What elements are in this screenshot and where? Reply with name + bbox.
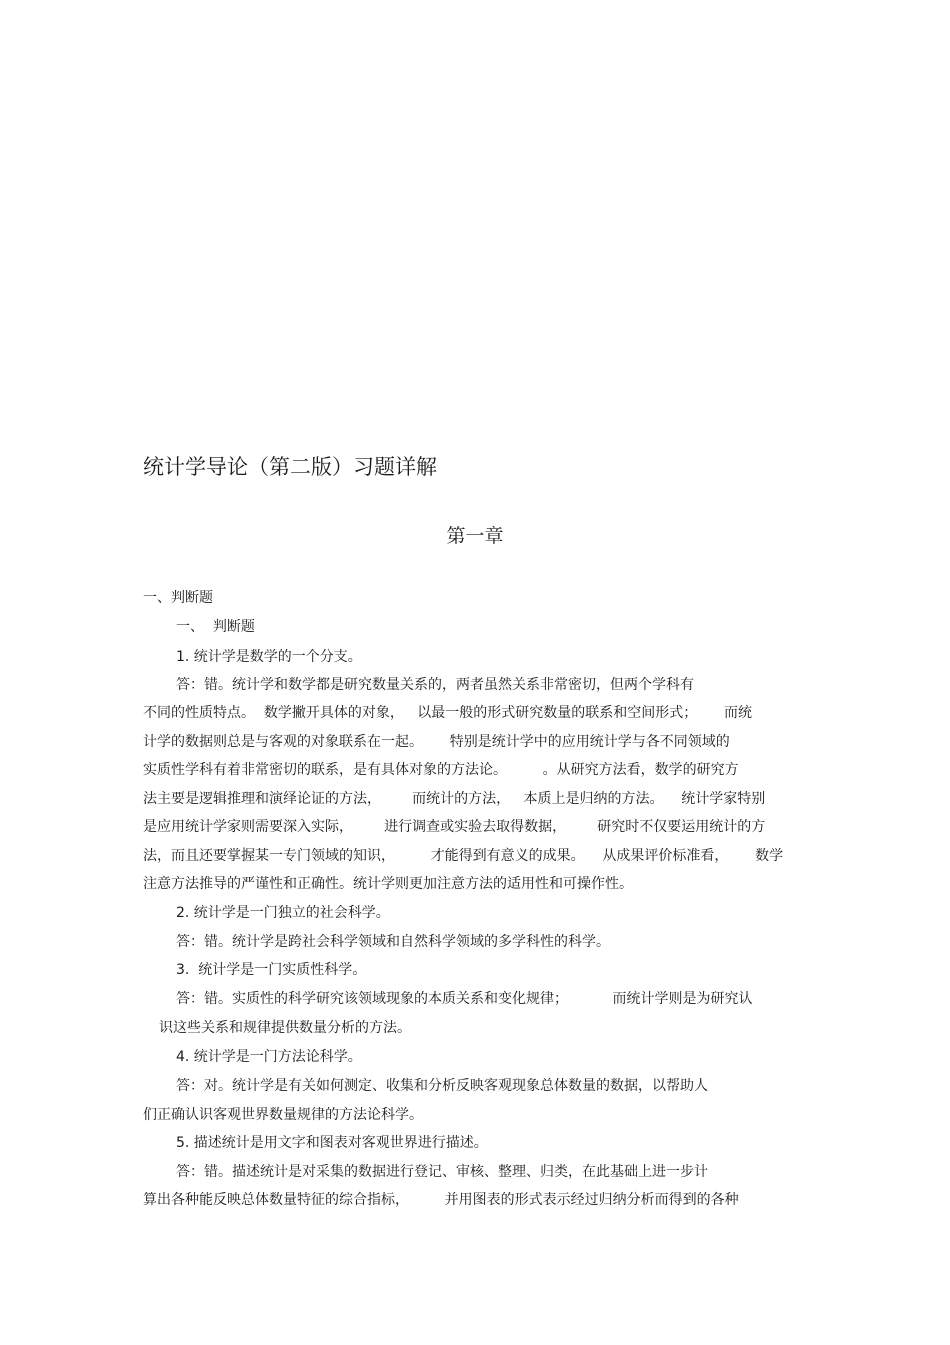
chapter-heading: 第一章 — [446, 525, 504, 547]
answer-4-line: 答：对。统计学是有关如何测定、收集和分析反映客观现象总体数量的数据，以帮助人 — [176, 1078, 708, 1094]
question-2: 2. 统计学是一门独立的社会科学。 — [176, 905, 390, 921]
answer-1-line: 实质性学科有着非常密切的联系，是有具体对象的方法论。 。从研究方法看，数学的研究方 — [143, 762, 739, 778]
answer-1-line: 法，而且还要掌握某一专门领域的知识， 才能得到有意义的成果。 从成果评价标准看， 数学 — [143, 848, 784, 864]
answer-1-line: 是应用统计学家则需要深入实际， 进行调查或实验去取得数据， 研究时不仅要运用统计的方 — [143, 819, 766, 835]
subsection-heading: 一、 判断题 — [176, 619, 255, 635]
section-heading: 一、判断题 — [143, 590, 213, 606]
question-5: 5. 描述统计是用文字和图表对客观世界进行描述。 — [176, 1135, 488, 1151]
answer-5-line: 算出各种能反映总体数量特征的综合指标， 并用图表的形式表示经过归纳分析而得到的各种 — [143, 1192, 739, 1208]
answer-3-line: 识这些关系和规律提供数量分析的方法。 — [159, 1020, 411, 1036]
answer-1-line: 法主要是逻辑推理和演绎论证的方法， 而统计的方法， 本质上是归纳的方法。 统计学家特别 — [143, 791, 766, 807]
answer-1-line: 计学的数据则总是与客观的对象联系在一起。 特别是统计学中的应用统计学与各不同领域的 — [143, 734, 730, 750]
question-4: 4. 统计学是一门方法论科学。 — [176, 1049, 362, 1065]
answer-2: 答：错。统计学是跨社会科学领域和自然科学领域的多学科性的科学。 — [176, 934, 610, 950]
answer-5-line: 答：错。描述统计是对采集的数据进行登记、审核、整理、归类，在此基础上进一步计 — [176, 1164, 708, 1180]
document-title: 统计学导论（第二版）习题详解 — [143, 455, 437, 479]
answer-1-line: 答：错。统计学和数学都是研究数量关系的，两者虽然关系非常密切，但两个学科有 — [176, 677, 694, 693]
question-1: 1. 统计学是数学的一个分支。 — [176, 649, 362, 665]
question-3: 3. 统计学是一门实质性科学。 — [176, 962, 367, 978]
answer-1-line: 注意方法推导的严谨性和正确性。统计学则更加注意方法的适用性和可操作性。 — [143, 876, 633, 892]
answer-4-line: 们正确认识客观世界数量规律的方法论科学。 — [143, 1107, 423, 1123]
answer-1-line: 不同的性质特点。 数学撇开具体的对象， 以最一般的形式研究数量的联系和空间形式； 而统 — [143, 705, 752, 721]
answer-3-line: 答：错。实质性的科学研究该领域现象的本质关系和变化规律； 而统计学则是为研究认 — [176, 991, 753, 1007]
